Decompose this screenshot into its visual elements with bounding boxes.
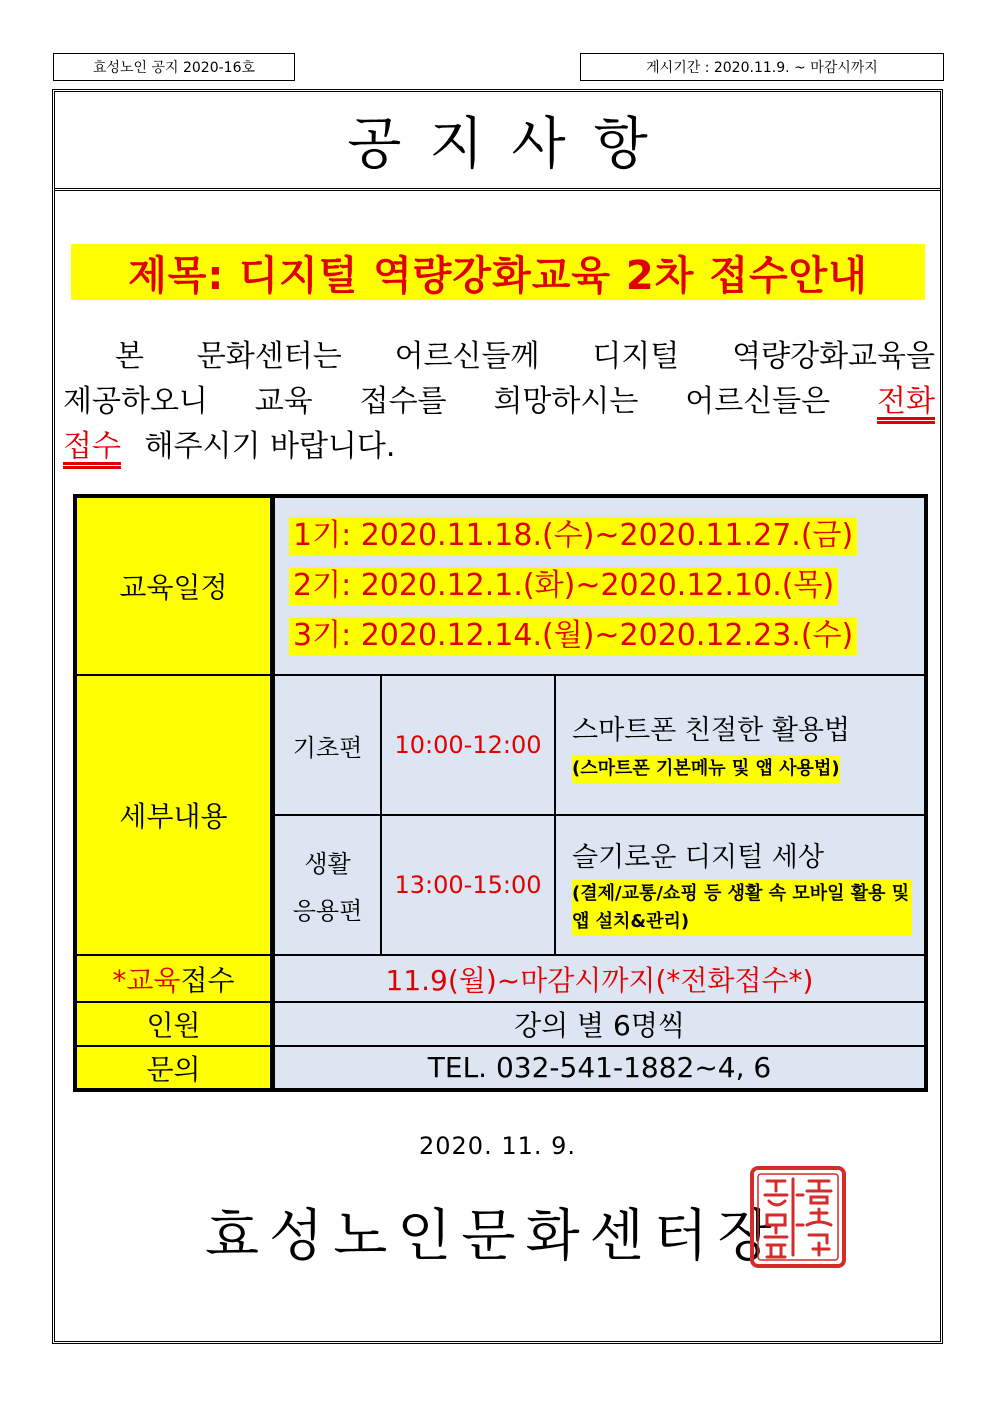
schedule-cell (274, 497, 925, 675)
intro-word: 접수를 (359, 384, 447, 419)
course-2-level-cell (274, 815, 381, 955)
registration-value: 11.9(월)~마감시까지(*전화접수*) (385, 963, 814, 997)
capacity-value: 강의 별 6명씩 (514, 1009, 685, 1042)
center-director-signature: 효성노인문화센터장 (205, 1204, 782, 1269)
intro-line3-rest: 해주시기 바랍니다. (144, 429, 396, 464)
details-label-cell (76, 675, 274, 955)
inquiry-label-cell (76, 1046, 274, 1089)
inquiry-value-cell (274, 1046, 925, 1089)
capacity-label-cell (76, 1002, 274, 1046)
intro-word: 디지털 (592, 339, 680, 374)
registration-label-red: *교육 (112, 963, 181, 997)
subject-heading: 제목: 디지털 역량강화교육 2차 접수안내 (71, 244, 925, 300)
details-label: 세부내용 (119, 800, 228, 833)
course-2-time: 13:00-15:00 (394, 871, 542, 899)
intro-word: 어르신들은 (685, 384, 831, 419)
course-1-content-cell (555, 675, 925, 815)
intro-word: 역량강화교육을 (732, 339, 935, 374)
official-seal-icon (749, 1165, 847, 1269)
course-1-description: (스마트폰 기본메뉴 및 앱 사용법) (572, 755, 840, 783)
intro-word: 희망하시는 (493, 384, 639, 419)
intro-word: 본 (115, 339, 144, 374)
notice-number: 효성노인 공지 2020-16호 (53, 53, 295, 81)
inquiry-label: 문의 (146, 1052, 201, 1086)
schedule-term-3: 3기: 2020.12.14.(월)~2020.12.23.(수) (289, 617, 857, 655)
registration-label-black: 접수 (180, 963, 235, 997)
page-title: 공지사항 (347, 112, 676, 177)
course-2-level-line2: 응용편 (292, 897, 363, 925)
issue-date: 2020. 11. 9. (418, 1132, 577, 1160)
course-1-time: 10:00-12:00 (394, 731, 542, 759)
course-2-level-line1: 생활 (304, 850, 351, 878)
course-1-time-cell (381, 675, 555, 815)
posting-period: 게시기간 : 2020.11.9. ~ 마감시까지 (580, 53, 944, 81)
registration-label-cell (76, 955, 274, 1002)
course-2-content-cell (555, 815, 925, 955)
intro-word: 교육 (254, 384, 313, 419)
intro-word: 제공하오니 (63, 384, 208, 419)
intro-paragraph (63, 334, 935, 469)
course-2-title: 슬기로운 디지털 세상 (572, 841, 824, 873)
notice-frame (52, 89, 943, 1344)
phone-highlight-1: 전화 (877, 384, 935, 419)
schedule-term-1: 1기: 2020.11.18.(수)~2020.11.27.(금) (289, 517, 857, 555)
course-2-description: (결제/교통/쇼핑 등 생활 속 모바일 활용 및 앱 설치&관리) (572, 880, 912, 936)
registration-value-cell (274, 955, 925, 1002)
intro-word: 문화센터는 (196, 339, 342, 374)
title-box (55, 92, 940, 191)
capacity-label: 인원 (146, 1009, 201, 1042)
schedule-term-2: 2기: 2020.12.1.(화)~2020.12.10.(목) (289, 567, 838, 605)
info-table (73, 494, 928, 1092)
intro-word: 어르신들께 (394, 339, 540, 374)
inquiry-value: TEL. 032-541-1882~4, 6 (427, 1051, 772, 1084)
phone-highlight-2: 접수 (63, 429, 121, 464)
course-1-level: 기초편 (292, 733, 363, 762)
course-1-level-cell (274, 675, 381, 815)
course-1-title: 스마트폰 친절한 활용법 (572, 714, 850, 746)
capacity-value-cell (274, 1002, 925, 1046)
schedule-label-cell (76, 497, 274, 675)
schedule-label: 교육일정 (119, 571, 228, 604)
course-2-time-cell (381, 815, 555, 955)
